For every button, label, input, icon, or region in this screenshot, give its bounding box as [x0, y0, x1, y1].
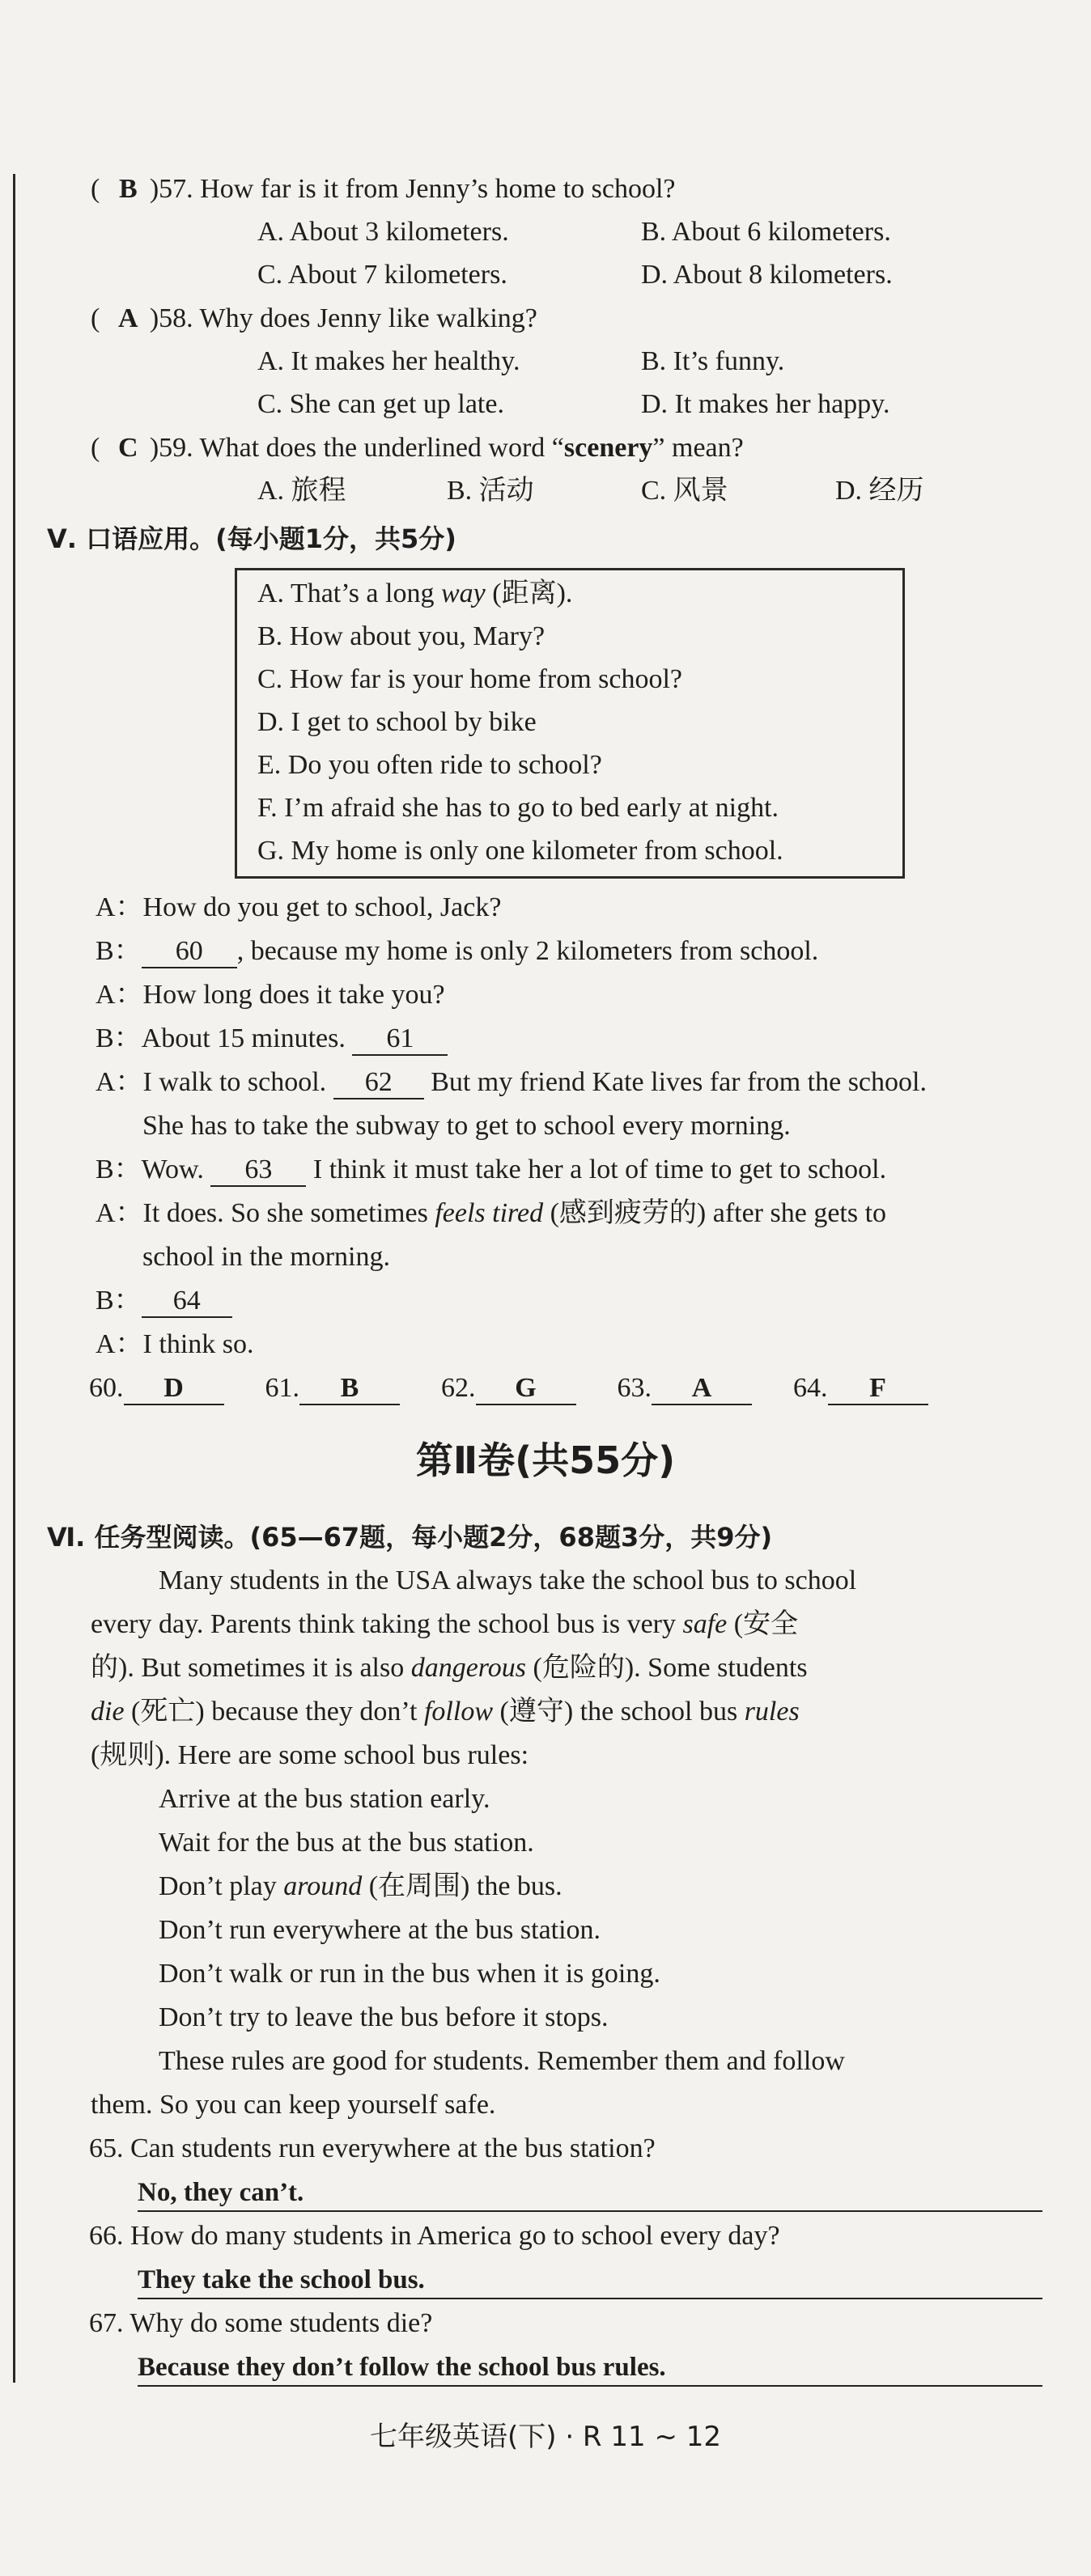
option-58a: A. It makes her healthy. [257, 346, 520, 376]
answers-row: 60. D 61. B 62. G 63. A 64. F [89, 1371, 928, 1406]
dialogue-line-5: A：I walk to school. 62 But my friend Kate lives far from the school. [96, 1065, 927, 1100]
answer-66: They take the school bus. [138, 2262, 1042, 2299]
dialogue-line-9: A：I think so. [96, 1329, 254, 1359]
answer-64: F [828, 1373, 928, 1405]
passage-line-5: (规则). Here are some school bus rules: [91, 1740, 529, 1770]
dialogue-line-6: B：Wow. 63 I think it must take her a lot of time to get to school. [96, 1152, 886, 1188]
box-option-c: C. How far is your home from school? [257, 664, 683, 694]
answer-57: B [118, 174, 138, 204]
passage-line-3: 的). But sometimes it is also dangerous (危险的). Some students [91, 1653, 808, 1683]
box-option-d: D. I get to school by bike [257, 707, 537, 737]
option-57c: C. About 7 kilometers. [257, 260, 507, 290]
rule-5: Don’t walk or run in the bus when it is going. [159, 1959, 660, 1989]
rule-6: Don’t try to leave the bus before it stops. [159, 2002, 609, 2032]
option-57b: B. About 6 kilometers. [641, 217, 891, 247]
question-66: 66. How do many students in America go to school every day? [89, 2221, 780, 2251]
option-58d: D. It makes her happy. [641, 389, 890, 419]
question-57: ( B )57. How far is it from Jenny’s home to school? [91, 172, 676, 207]
rule-2: Wait for the bus at the bus station. [159, 1828, 534, 1858]
option-57d: D. About 8 kilometers. [641, 260, 893, 290]
dialogue-line-8: B： 64 [96, 1283, 232, 1319]
passage-line-4: die (死亡) because they don’t follow (遵守) the school bus rules [91, 1697, 800, 1727]
rule-3: Don’t play around (在周围) the bus. [159, 1871, 562, 1901]
option-57a: A. About 3 kilometers. [257, 217, 509, 247]
box-option-g: G. My home is only one kilometer from school. [257, 836, 783, 866]
dialogue-line-5-cont: She has to take the subway to get to school every morning. [142, 1111, 791, 1141]
dialogue-line-1: A：How do you get to school, Jack? [96, 892, 502, 922]
dialogue-line-2: B： 60 , because my home is only 2 kilometers from school. [96, 934, 818, 969]
box-option-f: F. I’m afraid she has to go to bed early at night. [257, 793, 779, 823]
rule-1: Arrive at the bus station early. [159, 1784, 490, 1814]
answer-60: D [124, 1373, 224, 1405]
answer-59: C [118, 433, 138, 463]
passage-line-2: every day. Parents think taking the school bus is very safe (安全 [91, 1609, 799, 1639]
page-footer: 七年级英语(下) · R 11 ~ 12 [369, 2421, 721, 2453]
option-58b: B. It’s funny. [641, 346, 785, 376]
rule-4: Don’t run everywhere at the bus station. [159, 1915, 601, 1945]
answer-62: G [476, 1373, 576, 1405]
answer-58: A [118, 303, 138, 333]
blank-64: 64 [142, 1286, 232, 1318]
blank-63: 63 [210, 1155, 306, 1187]
box-option-b: B. How about you, Mary? [257, 621, 546, 651]
answer-61: B [299, 1373, 400, 1405]
dialogue-line-7: A：It does. So she sometimes feels tired (感到疲劳的) after she gets to [96, 1198, 887, 1228]
section-v-heading: Ⅴ. 口语应用。(每小题1分，共5分) [47, 523, 456, 554]
option-59c: C. 风景 [641, 476, 728, 506]
option-59b: B. 活动 [447, 476, 534, 506]
passage-closing-2: them. So you can keep yourself safe. [91, 2090, 496, 2120]
section-vi-heading: Ⅵ. 任务型阅读。(65—67题，每小题2分，68题3分，共9分) [47, 1522, 773, 1553]
answer-65: No, they can’t. [138, 2175, 1042, 2212]
box-option-e: E. Do you often ride to school? [257, 750, 602, 780]
question-67: 67. Why do some students die? [89, 2308, 433, 2338]
question-58: ( A )58. Why does Jenny like walking? [91, 301, 537, 337]
option-59d: D. 经历 [835, 476, 924, 506]
blank-62: 62 [333, 1067, 424, 1099]
margin-rule [13, 174, 15, 2383]
part-two-heading: 第Ⅱ卷(共55分) [415, 1438, 676, 1482]
dialogue-line-4: B：About 15 minutes. 61 [96, 1021, 448, 1057]
blank-60: 60 [142, 936, 237, 968]
question-59: ( C )59. What does the underlined word “scenery” mean? [91, 430, 744, 466]
blank-61: 61 [352, 1023, 448, 1056]
answer-67: Because they don’t follow the school bus rules. [138, 2349, 1042, 2387]
question-65: 65. Can students run everywhere at the bus station? [89, 2133, 656, 2163]
box-option-a: A. That’s a long way (距离). [257, 578, 573, 608]
option-58c: C. She can get up late. [257, 389, 504, 419]
dialogue-line-7-cont: school in the morning. [142, 1242, 390, 1272]
option-59a: A. 旅程 [257, 476, 346, 506]
answer-63: A [652, 1373, 752, 1405]
dialogue-line-3: A：How long does it take you? [96, 980, 445, 1010]
passage-line-1: Many students in the USA always take the school bus to school [159, 1566, 857, 1595]
passage-closing-1: These rules are good for students. Remember them and follow [159, 2046, 845, 2076]
